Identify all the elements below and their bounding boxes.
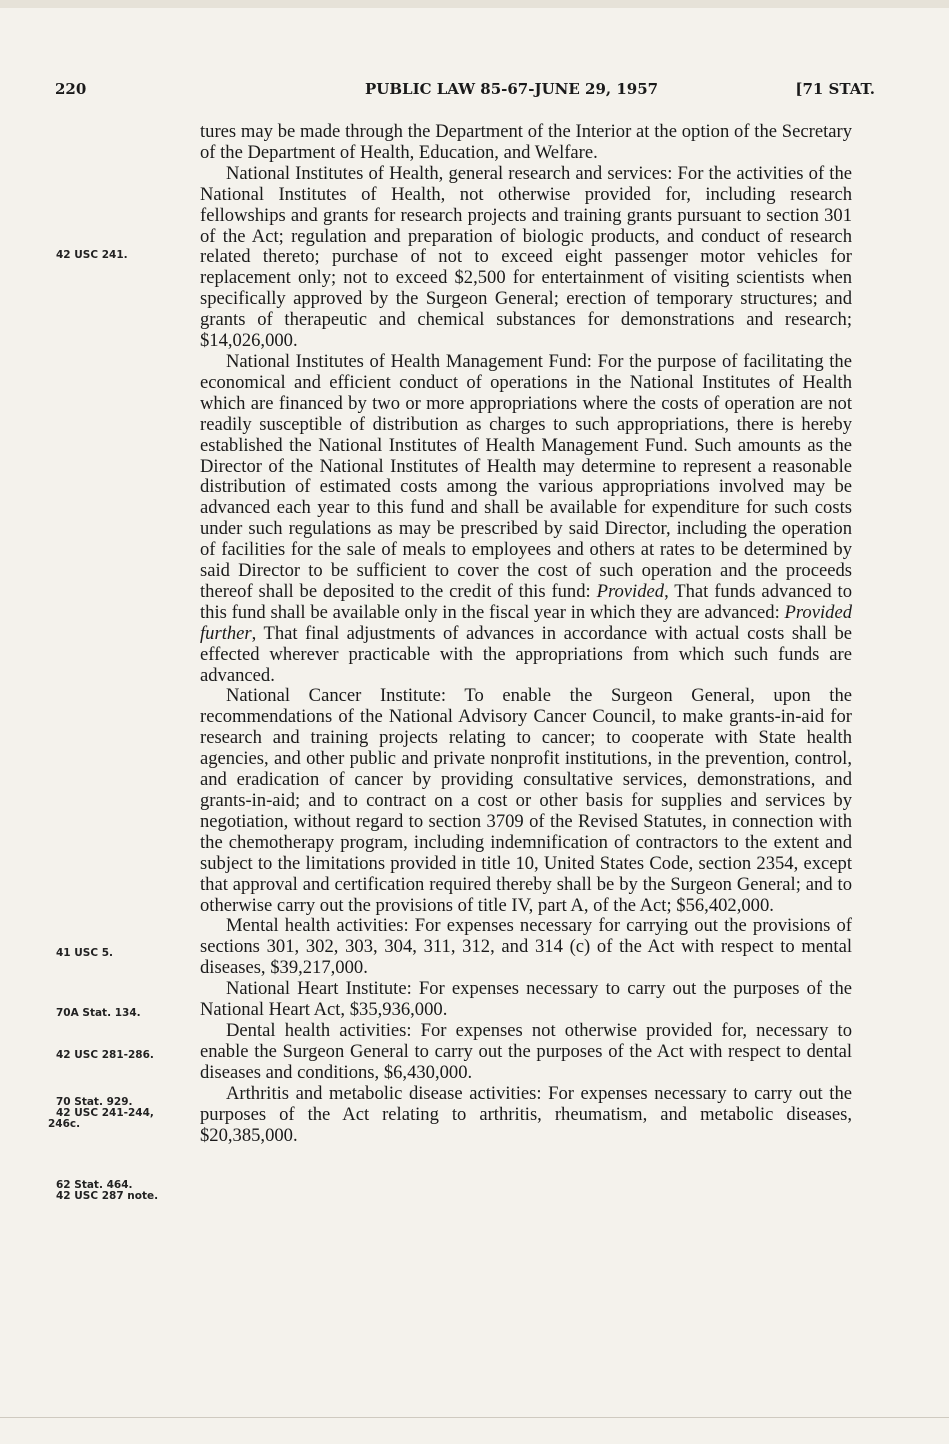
page-number: 220 <box>55 80 87 98</box>
paragraph: Dental health activities: For expenses not otherwise provided for, necessary to enable the Surgeon General to carry out the purposes of the Act with respect to dental diseases and conditions, $6,430,000. <box>200 1019 852 1083</box>
paragraph: Arthritis and metabolic disease activities: For expenses necessary to carry out the purposes of the Act relating to arthritis, rheumatism, and metabolic diseases, $20,385,000. <box>200 1082 852 1146</box>
margin-note: 42 USC 241. <box>56 249 128 261</box>
margin-note-group <box>56 1180 191 1202</box>
running-title: PUBLIC LAW 85-67-JUNE 29, 1957 <box>365 80 659 98</box>
paragraph: National Cancer Institute: To enable the Surgeon General, upon the recommendations of the National Advisory Cancer Council, to make grants-in-aid for research and training projects relating to cancer; to cooperate with State health agencies, and other public and private nonprofit institutions, in the prevention, control, and eradication of cancer by providing consultative services, demonstrations, and grants-in-aid; and to contract on a cost or other basis for supplies and services by negotiation, without regard to section 3709 of the Revised Statutes, in connection with the chemotherapy program, including indemnification of contractors to the extent and subject to the limitations provided in title 10, United States Code, section 2354, except that approval and certification required thereby shall be by the Surgeon General; and to otherwise carry out the provisions of title IV, part A, of the Act; $56,402,000. <box>200 685 852 916</box>
paragraph: Mental health activities: For expenses necessary for carrying out the provisions of sections 301, 302, 303, 304, 311, 312, and 314 (c) of the Act with respect to mental diseases, $39,217,000. <box>200 915 852 979</box>
margin-note: 42 USC 281-286. <box>56 1049 154 1061</box>
page-header <box>55 80 875 104</box>
proviso-term: Provided further <box>200 601 852 644</box>
margin-note-group <box>48 1096 191 1130</box>
paragraph <box>200 352 852 687</box>
margin-note-line: 42 USC 241-244, <box>56 1107 154 1119</box>
body-text <box>200 122 852 1146</box>
volume-reference: [71 STAT. <box>795 80 875 98</box>
margin-note-line: 70 Stat. 929. <box>56 1096 133 1108</box>
page-top-edge <box>0 0 949 8</box>
paragraph-text: National Institutes of Health Management Fund: For the purpose of facilitating the economical and efficient conduct of operations in the National Institutes of Health which are financed by two or more appropriations where the costs of operation are not readily susceptible of distribution as charges to such appropriations, there is hereby established the National Institutes of Health Management Fund. Such amounts as the Director of the National Institutes of Health may determine to represent a reasonable distribution of estimated costs among the various appropriations involved may be advanced each year to this fund and shall be available for expenditure for such costs under such regulations as may be prescribed by said Director, including the operation of facilities for the sale of meals to employees and others at rates to be determined by said Director to be sufficient to cover the cost of such operation and the proceeds thereof shall be deposited to the credit of this fund: <box>200 350 852 602</box>
margin-note-line: 42 USC 287 note. <box>56 1190 159 1202</box>
paragraph: National Institutes of Health, general research and services: For the activities of the National Institutes of Health, not otherwise provided for, including research fellowships and grants for research projects and training grants pursuant to section 301 of the Act; regulation and preparation of biologic products, and conduct of research related thereto; purchase of not to exceed eight passenger motor vehicles for replacement only; not to exceed $2,500 for entertainment of visiting scientists when specifically approved by the Surgeon General; erection of temporary structures; and grants of therapeutic and chemical substances for demonstrations and research; $14,026,000. <box>200 162 852 352</box>
margin-note-line: 246c. <box>48 1118 81 1130</box>
paragraph-text: , That final adjustments of advances in accordance with actual costs shall be effected wherever practicable with the appropriations from which such funds are advanced. <box>200 622 852 686</box>
margin-note-line: 62 Stat. 464. <box>56 1179 133 1191</box>
proviso-term: Provided <box>596 580 665 602</box>
paragraph: tures may be made through the Department of the Interior at the option of the Secretary of the Department of Health, Education, and Welfare. <box>200 121 852 163</box>
paragraph-text: , That funds advanced to this fund shall be available only in the fiscal year in which they are advanced: <box>200 580 852 623</box>
paragraph: National Heart Institute: For expenses necessary to carry out the purposes of the National Heart Act, $35,936,000. <box>200 978 852 1021</box>
margin-note: 70A Stat. 134. <box>56 1007 141 1019</box>
page-bottom-edge <box>0 1417 949 1418</box>
margin-note: 41 USC 5. <box>56 947 114 959</box>
